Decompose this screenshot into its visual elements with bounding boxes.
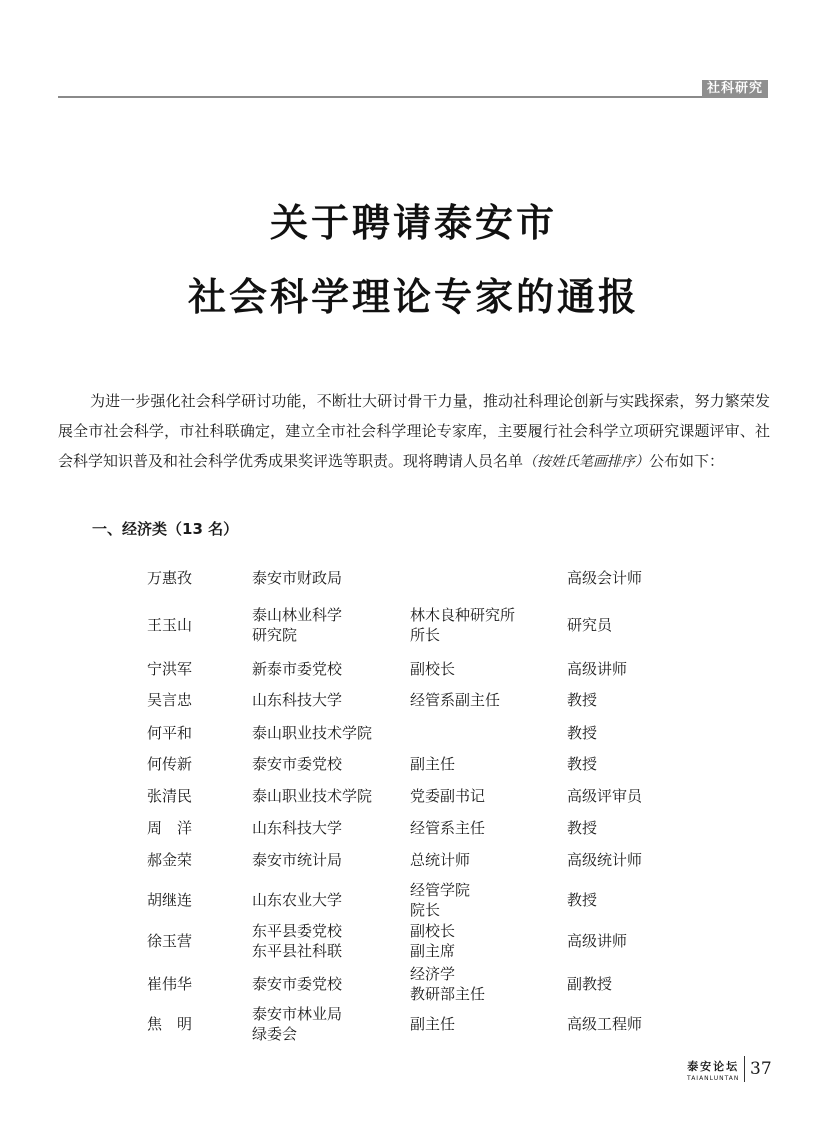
magazine-name-en: TAIANLUNTAN: [687, 1075, 740, 1082]
expert-name: 何平和: [147, 724, 193, 742]
expert-organization: [252, 690, 342, 710]
expert-organization: [252, 659, 342, 679]
expert-position: [410, 880, 470, 920]
expert-professional-title: 高级工程师: [567, 1015, 643, 1033]
expert-organization-line: 泰安市委党校: [252, 975, 343, 993]
expert-professional-title: 高级讲师: [567, 932, 628, 950]
expert-roster: [0, 568, 827, 1048]
roster-row: [0, 605, 827, 645]
expert-organization-line: 泰山职业技术学院: [252, 724, 373, 742]
expert-professional-title: 高级统计师: [567, 851, 643, 869]
expert-position-line: 副主任: [410, 1015, 456, 1033]
expert-organization: [252, 974, 342, 994]
expert-professional-title: 高级会计师: [567, 569, 643, 587]
expert-position-line: 教研部主任: [410, 985, 486, 1003]
expert-organization-line: 泰安市委党校: [252, 755, 343, 773]
expert-position: [410, 690, 500, 710]
magazine-name-cn: 泰安论坛: [687, 1060, 740, 1073]
expert-position: [410, 818, 485, 838]
expert-position-line: 院长: [410, 901, 441, 919]
expert-position-line: 总统计师: [410, 851, 471, 869]
page-number: 37: [750, 1059, 772, 1079]
expert-organization-line: 泰安市统计局: [252, 851, 343, 869]
intro-paragraph: [58, 386, 770, 477]
expert-position-line: 党委副书记: [410, 787, 486, 805]
intro-main-text: 为进一步强化社会科学研讨功能，不断壮大研讨骨干力量，推动社科理论创新与实践探索，努力繁荣发展全市社会科学，市社科联确定，建立全市社会科学理论专家库，主要履行社会科学立项研究课题评审、社会科学知识普及和社会科学优秀成果奖评选等职责。现将聘请人员名单: [58, 392, 770, 470]
expert-organization-line: 山东科技大学: [252, 819, 343, 837]
roster-row: [0, 921, 827, 961]
roster-row: [0, 880, 827, 920]
footer-divider: [744, 1056, 745, 1082]
roster-row: [0, 964, 827, 1004]
expert-organization-line: 东平县委党校: [252, 922, 343, 940]
expert-organization: [252, 754, 342, 774]
expert-position-line: 林木良种研究所: [410, 606, 516, 624]
expert-name: 宁洪军: [147, 660, 193, 678]
expert-organization-line: 山东科技大学: [252, 691, 343, 709]
roster-row: [0, 723, 827, 743]
expert-organization: [252, 921, 342, 961]
expert-professional-title: 高级讲师: [567, 660, 628, 678]
roster-row: [0, 850, 827, 870]
expert-position-line: 副校长: [410, 660, 456, 678]
roster-row: [0, 690, 827, 710]
roster-row: [0, 1004, 827, 1044]
expert-position-line: 经管学院: [410, 881, 471, 899]
intro-sort-note: （按姓氏笔画排序）: [523, 454, 650, 470]
expert-organization-line: 泰安市财政局: [252, 569, 343, 587]
expert-organization: [252, 890, 342, 910]
expert-organization-line: 泰山职业技术学院: [252, 787, 373, 805]
expert-organization-line: 新泰市委党校: [252, 660, 343, 678]
expert-professional-title: 教授: [567, 691, 598, 709]
roster-row: [0, 818, 827, 838]
expert-name: 吴言忠: [147, 691, 193, 709]
expert-position-line: 所长: [410, 626, 441, 644]
expert-professional-title: 教授: [567, 891, 598, 909]
expert-name: 焦 明: [147, 1015, 193, 1033]
section-tag: 社科研究: [702, 80, 768, 98]
expert-name: 郝金荣: [147, 851, 193, 869]
expert-position: [410, 659, 455, 679]
expert-organization-line: 泰安市林业局: [252, 1005, 343, 1023]
expert-position-line: 经济学: [410, 965, 456, 983]
expert-organization-line: 研究院: [252, 626, 298, 644]
expert-organization: [252, 850, 342, 870]
roster-row: [0, 786, 827, 806]
expert-position-line: 经管系主任: [410, 819, 486, 837]
expert-professional-title: 副教授: [567, 975, 613, 993]
expert-organization-line: 东平县社科联: [252, 942, 343, 960]
expert-name: 王玉山: [147, 616, 193, 634]
expert-position: [410, 921, 455, 961]
article-title-line1: 关于聘请泰安市: [269, 200, 557, 245]
expert-organization: [252, 605, 342, 645]
expert-name: 胡继连: [147, 891, 193, 909]
expert-organization: [252, 786, 372, 806]
header-rule: [58, 96, 768, 98]
expert-organization: [252, 723, 372, 743]
expert-position: [410, 964, 485, 1004]
expert-position-line: 副主席: [410, 942, 456, 960]
expert-position: [410, 850, 470, 870]
expert-name: 何传新: [147, 755, 193, 773]
expert-position-line: 副校长: [410, 922, 456, 940]
expert-position: [410, 605, 515, 645]
expert-name: 张清民: [147, 787, 193, 805]
expert-organization-line: 山东农业大学: [252, 891, 343, 909]
expert-name: 周 洋: [147, 819, 193, 837]
roster-row: [0, 659, 827, 679]
expert-position-line: 副主任: [410, 755, 456, 773]
expert-position: [410, 1014, 455, 1034]
expert-organization-line: 泰山林业科学: [252, 606, 343, 624]
expert-name: 万惠孜: [147, 569, 193, 587]
expert-position: [410, 786, 485, 806]
expert-organization-line: 绿委会: [252, 1025, 298, 1043]
expert-name: 徐玉营: [147, 932, 193, 950]
expert-professional-title: 教授: [567, 819, 598, 837]
expert-name: 崔伟华: [147, 975, 193, 993]
magazine-logo: [687, 1058, 739, 1082]
roster-row: [0, 568, 827, 588]
expert-organization: [252, 1004, 342, 1044]
roster-row: [0, 754, 827, 774]
expert-professional-title: 教授: [567, 755, 598, 773]
expert-professional-title: 教授: [567, 724, 598, 742]
article-title-line2: 社会科学理论专家的通报: [187, 274, 639, 319]
expert-position: [410, 754, 455, 774]
intro-tail-text: 公布如下：: [649, 452, 725, 470]
category-heading: 一、经济类（13 名）: [92, 520, 239, 538]
expert-position-line: 经管系副主任: [410, 691, 501, 709]
expert-organization: [252, 818, 342, 838]
expert-professional-title: 高级评审员: [567, 787, 643, 805]
expert-organization: [252, 568, 342, 588]
expert-professional-title: 研究员: [567, 616, 613, 634]
